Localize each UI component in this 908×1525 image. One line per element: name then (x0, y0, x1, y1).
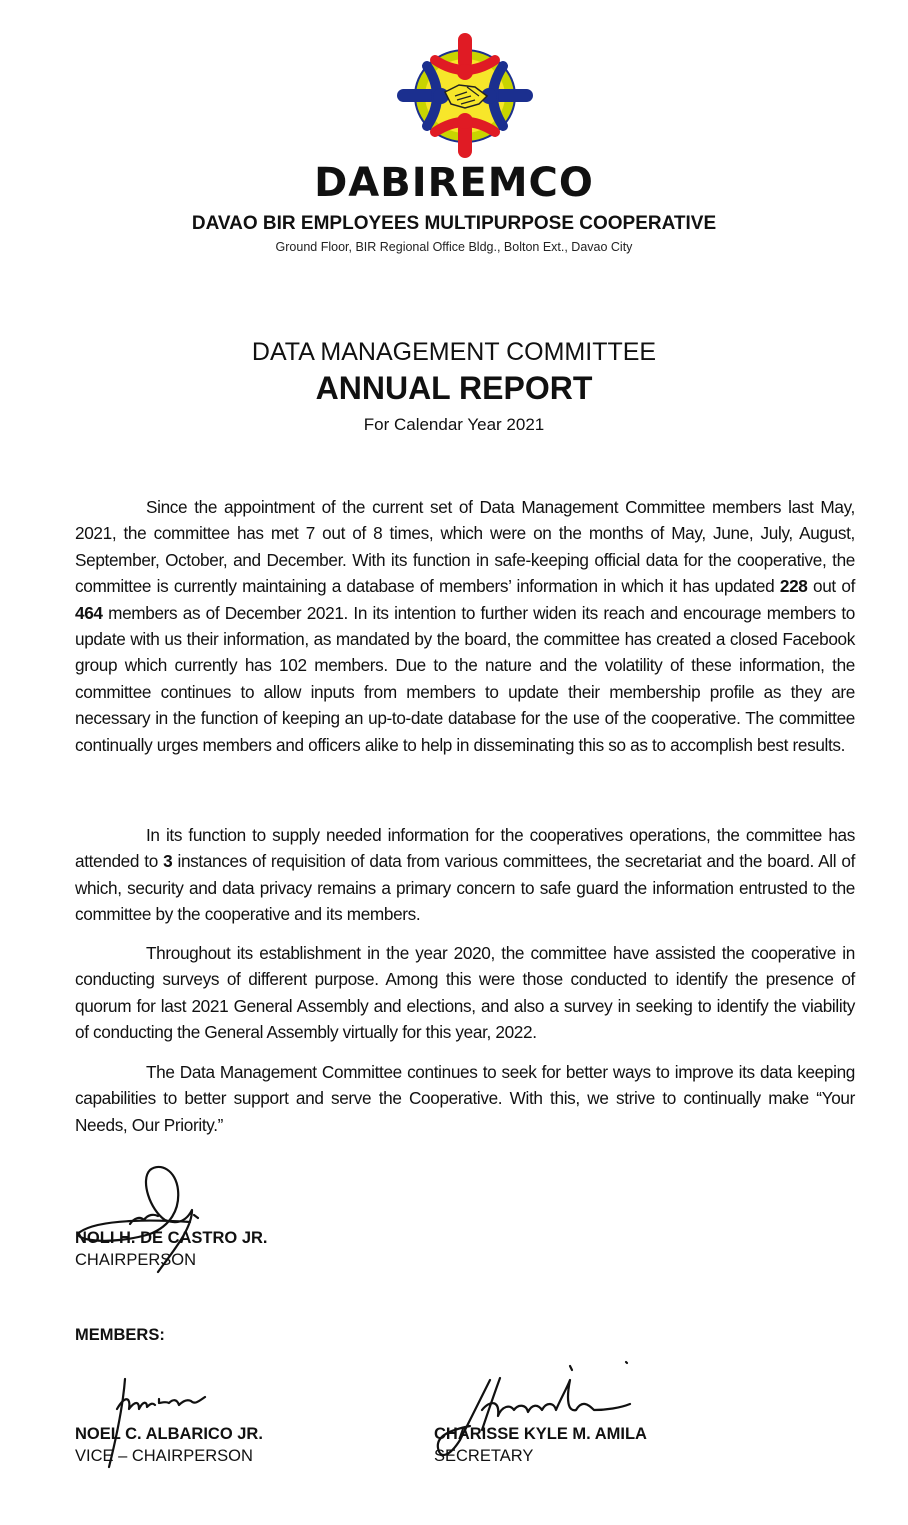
org-acronym: DABIREMCO (314, 160, 594, 206)
committee-heading: DATA MANAGEMENT COMMITTEE (251, 338, 657, 366)
paragraph-closing: The Data Management Committee continues to seek for better ways to improve its data keeping capabilities to better support and serve the Cooperative. With this, we strive to continually make “Your Needs, Our Priority.” (75, 1062, 855, 1135)
chair-name: NOLI H. DE CASTRO JR. (75, 1229, 268, 1247)
vice-chair-role: VICE – CHAIRPERSON (75, 1447, 253, 1465)
members-label: MEMBERS: (75, 1326, 165, 1344)
org-address: Ground Floor, BIR Regional Office Bldg., Bolton Ext., Davao City (275, 240, 633, 254)
vice-chair-name: NOEL C. ALBARICO JR. (75, 1425, 263, 1443)
org-full-name: DAVAO BIR EMPLOYEES MULTIPURPOSE COOPERATIVE (191, 213, 717, 234)
total-members-count: 464 (75, 602, 103, 623)
paragraph-requisitions: In its function to supply needed information for the cooperatives operations, the committee has attended to 3 instances of requisition of data from various committees, the secretariat and the board. All of which, security and data privacy remains a primary concern to safe guard the information entrusted to the committee by the cooperative and its members. (75, 825, 855, 925)
handshake-logo-icon (395, 30, 535, 160)
secretary-role: SECRETARY (434, 1447, 534, 1465)
chair-role: CHAIRPERSON (75, 1251, 197, 1269)
updated-count: 228 (779, 576, 808, 597)
secretary-signatory (434, 1423, 647, 1467)
cooperative-logo (395, 30, 535, 160)
report-title: ANNUAL REPORT (315, 370, 593, 406)
requisition-count: 3 (163, 851, 173, 872)
vice-chair-signatory (75, 1423, 263, 1467)
secretary-name: CHARISSE KYLE M. AMILA (434, 1425, 647, 1443)
chair-signatory (75, 1227, 268, 1271)
report-period: For Calendar Year 2021 (363, 415, 545, 434)
paragraph-surveys: Throughout its establishment in the year 2020, the committee have assisted the cooperative in conducting surveys of different purpose. Among this were those conducted to identify the presence of quorum for last 2021 General Assembly and elections, and also a survey in seeking to identify the viability of conducting the General Assembly virtually for this year, 2022. (75, 943, 855, 1043)
paragraph-meetings-database: Since the appointment of the current set of Data Management Committee members last May, 2021, the committee has met 7 out of 8 times, which were on the months of May, June, July, August, September, October, and December. With its function in safe-keeping official data for the cooperative, the committee is currently maintaining a database of members’ information in which it has updated 228 out of 464 members as of December 2021. In its intention to further widen its reach and encourage members to update with us their information, as mandated by the board, the committee has created a closed Facebook group which currently has 102 members. Due to the nature and the volatility of these information, the committee continues to allow inputs from members to update their membership profile as they are necessary in the function of keeping an up-to-date database for the use of the cooperative. The committee continually urges members and officers alike to help in disseminating this so as to accomplish best results. (75, 497, 855, 755)
